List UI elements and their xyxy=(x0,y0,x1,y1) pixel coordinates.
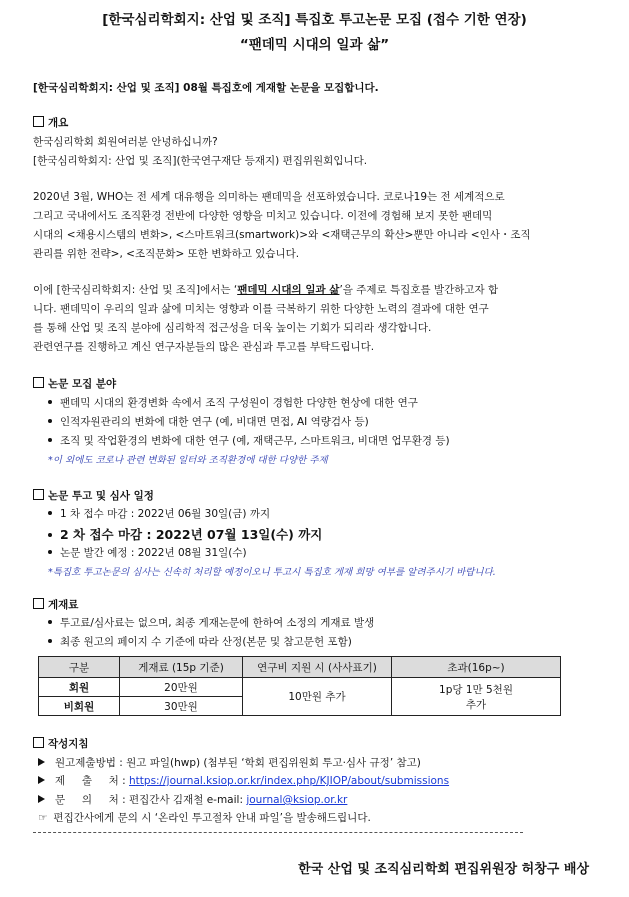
paragraph-line: 그리고 국내에서도 조직환경 전반에 다양한 영향을 미치고 있습니다. 이전에 경험해 보지 못한 팬데믹 xyxy=(33,210,493,222)
guide-line: 제 출 처 : https://journal.ksiop.or.kr/index.php/KJIOP/about/submissions xyxy=(38,773,449,788)
table-cell: 1p당 1만 5천원 추가 xyxy=(392,678,561,716)
checkbox-icon xyxy=(33,116,44,127)
overview-line: 한국심리학회 회원여러분 안녕하십니까? xyxy=(33,136,218,148)
paragraph-line: 2020년 3월, WHO는 전 세계 대유행을 의미하는 팬데믹을 선포하였습니다. 코로나19는 전 세계적으로 xyxy=(33,191,505,203)
guide-line: 원고제출방법 : 원고 파일(hwp) (첨부된 ‘학회 편집위원회 투고·심사 규정’ 참고) xyxy=(38,755,421,770)
bullet-icon xyxy=(48,620,52,624)
overview-heading: 개요 xyxy=(33,115,68,130)
schedule-heading: 논문 투고 및 심사 일정 xyxy=(33,488,154,503)
fees-heading: 게재료 xyxy=(33,597,78,612)
fee-table xyxy=(38,656,561,716)
paragraph-line: 관리를 위한 전략>, <조직문화> 또한 변화하고 있습니다. xyxy=(33,248,300,260)
bullet-icon xyxy=(48,438,52,442)
table-header-row xyxy=(39,657,561,678)
bullet-icon xyxy=(48,550,52,554)
guide-line: 문 의 처 : 편집간사 김재철 e-mail: journal@ksiop.or.kr xyxy=(38,792,347,807)
list-item: 최종 원고의 페이지 수 기준에 따라 산정(본문 및 참고문헌 포함) xyxy=(48,634,352,649)
table-header: 연구비 지원 시 (사사표기) xyxy=(243,657,392,678)
checkbox-icon xyxy=(33,737,44,748)
table-cell: 30만원 xyxy=(120,697,243,716)
table-cell: 회원 xyxy=(39,678,120,697)
table-cell: 비회원 xyxy=(39,697,120,716)
document-subtitle: “팬데믹 시대의 일과 삶” xyxy=(239,37,390,53)
table-cell: 10만원 추가 xyxy=(243,678,392,716)
paragraph-line: 이에 [한국심리학회지: 산업 및 조직]에서는 ‘팬데믹 시대의 일과 삶’을 주제로 특집호를 발간하고자 합 xyxy=(33,284,499,296)
table-header: 구분 xyxy=(39,657,120,678)
intro-line: [한국심리학회지: 산업 및 조직] 08월 특집호에 게재할 논문을 모집합니다. xyxy=(33,82,379,94)
extended-deadline: 2 차 접수 마감 : 2022년 07월 13일(수) 까지 xyxy=(48,525,322,543)
list-item: 논문 발간 예정 : 2022년 08월 31일(수) xyxy=(48,545,247,560)
list-item: 투고료/심사료는 없으며, 최종 게재논문에 한하여 소정의 게재료 발생 xyxy=(48,615,374,630)
bullet-icon xyxy=(48,639,52,643)
checkbox-icon xyxy=(33,377,44,388)
fields-note: *이 외에도 코로나 관련 변화된 일터와 조직환경에 대한 다양한 주제 xyxy=(48,455,328,466)
list-item: 조직 및 작업환경의 변화에 대한 연구 (예, 재택근무, 스마트워크, 비대면 업무환경 등) xyxy=(48,433,450,448)
paragraph-line: 를 통해 산업 및 조직 분야에 심리학적 접근성을 더욱 높이는 기회가 되리라 생각합니다. xyxy=(33,322,432,334)
triangle-bullet-icon xyxy=(38,758,45,766)
list-item: 팬데믹 시대의 환경변화 속에서 조직 구성원이 경험한 다양한 현상에 대한 연구 xyxy=(48,395,418,410)
guide-line: ☞ 편집간사에게 문의 시 ‘온라인 투고절차 안내 파일’을 발송해드립니다. xyxy=(38,812,371,824)
guide-heading: 작성지침 xyxy=(33,736,89,751)
special-issue-theme: 팬데믹 시대의 일과 삶 xyxy=(237,284,340,296)
bullet-icon xyxy=(48,533,52,537)
pointing-hand-icon: ☞ xyxy=(38,812,48,824)
bullet-icon xyxy=(48,419,52,423)
table-cell: 20만원 xyxy=(120,678,243,697)
email-link[interactable]: journal@ksiop.or.kr xyxy=(246,794,348,806)
document-title: [한국심리학회지: 산업 및 조직] 특집호 투고논문 모집 (접수 기한 연장) xyxy=(102,12,527,28)
paragraph-line: 니다. 팬데믹이 우리의 일과 삶에 미치는 영향과 이를 극복하기 위한 다양한 노력의 결과에 대한 연구 xyxy=(33,303,489,315)
bullet-icon xyxy=(48,400,52,404)
paragraph-line: 관련연구를 진행하고 계신 연구자분들의 많은 관심과 투고를 부탁드립니다. xyxy=(33,341,375,353)
signature: 한국 산업 및 조직심리학회 편집위원장 허창구 배상 xyxy=(298,862,589,877)
divider xyxy=(33,832,523,833)
list-item: 인적자원관리의 변화에 대한 연구 (예, 비대면 면접, AI 역량검사 등) xyxy=(48,414,369,429)
triangle-bullet-icon xyxy=(38,795,45,803)
table-header: 게재료 (15p 기준) xyxy=(120,657,243,678)
fields-heading: 논문 모집 분야 xyxy=(33,376,116,391)
paragraph-line: 시대의 <채용시스템의 변화>, <스마트워크(smartwork)>와 <재택근무의 확산>뿐만 아니라 <인사・조직 xyxy=(33,229,531,241)
schedule-note: *특집호 투고논문의 심사는 신속히 처리할 예정이오니 투고시 특집호 게재 희망 여부를 알려주시기 바랍니다. xyxy=(48,567,496,578)
bullet-icon xyxy=(48,511,52,515)
submission-link[interactable]: https://journal.ksiop.or.kr/index.php/KJIOP/about/submissions xyxy=(129,775,450,787)
table-header: 초과(16p~) xyxy=(392,657,561,678)
table-row xyxy=(39,678,561,697)
list-item: 1 차 접수 마감 : 2022년 06월 30일(금) 까지 xyxy=(48,506,270,521)
overview-line: [한국심리학회지: 산업 및 조직](한국연구재단 등재지) 편집위원회입니다. xyxy=(33,155,368,167)
checkbox-icon xyxy=(33,598,44,609)
triangle-bullet-icon xyxy=(38,776,45,784)
checkbox-icon xyxy=(33,489,44,500)
